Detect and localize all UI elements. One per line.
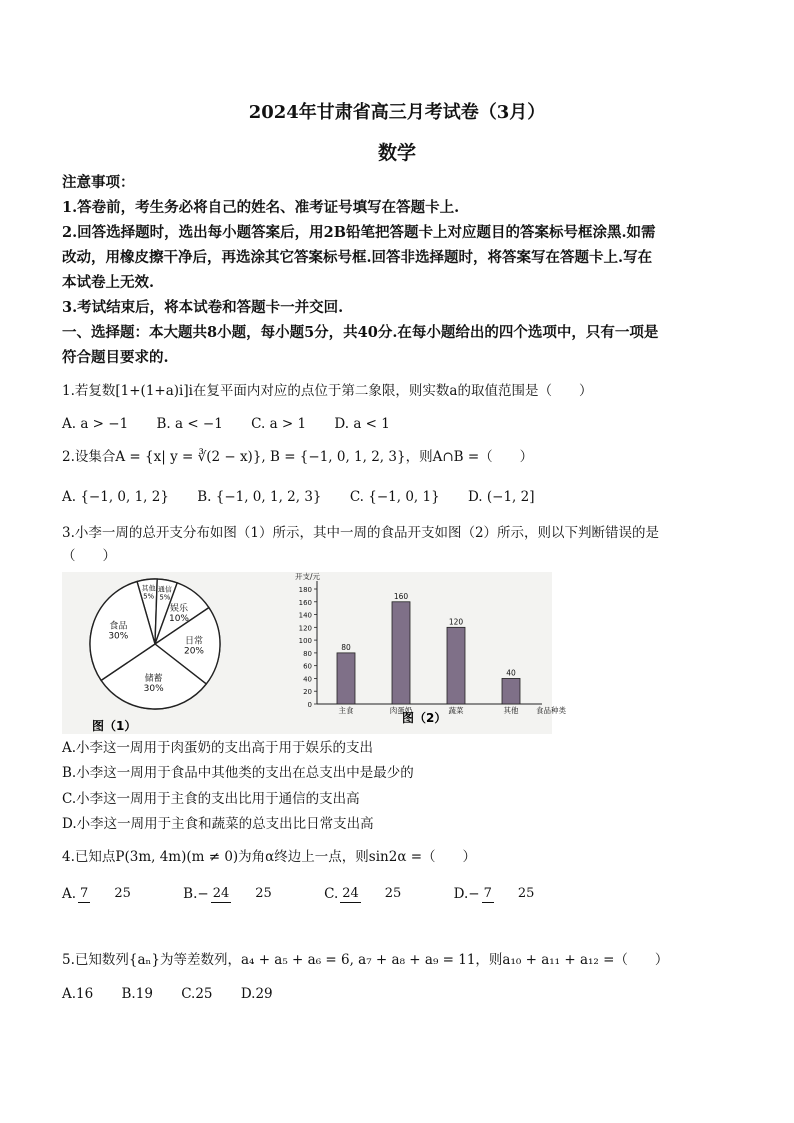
pie-label-通信: 通信 (157, 585, 172, 594)
question-3-option-d: D.小李这一周用于主食和蔬菜的总支出比日常支出高 (62, 816, 374, 832)
bar-value-label: 160 (393, 591, 409, 601)
bar-category-label: 蔬菜 (448, 706, 464, 715)
notice-line-3: 3.考试结束后，将本试卷和答题卡一并交回. (62, 299, 344, 316)
subject-title: 数学 (377, 142, 416, 164)
question-5-stem: 5.已知数列{aₙ}为等差数列，a₄ + a₅ + a₆ = 6, a₇ + a₈ + a₉ = 11，则a₁₀ + a₁₁ + a₁₂ =（ ） (62, 952, 669, 968)
question-4-options (62, 886, 582, 903)
question-1-option-c: C. a > 1 (251, 416, 307, 432)
question-3-stem-1: 3.小李一周的总开支分布如图（1）所示，其中一周的食品开支如图（2）所示，则以下判断错误的是 (62, 525, 660, 541)
question-3-option-b: B.小李这一周用于食品中其他类的支出在总支出中是最少的 (62, 765, 414, 781)
pie-label-其他: 其他 (141, 584, 156, 593)
y-tick-label: 20 (303, 688, 312, 697)
y-tick-label: 160 (298, 598, 312, 607)
question-2-options (62, 489, 559, 505)
notice-line-1: 1.答卷前，考生务必将自己的姓名、准考证号填写在答题卡上. (62, 199, 460, 216)
question-1-option-d: D. a < 1 (334, 416, 390, 432)
option-label: C. (324, 886, 339, 902)
pie-label-娱乐: 10% (168, 614, 189, 625)
question-3-stem-2: （ ） (62, 548, 116, 564)
y-tick-label: 80 (303, 649, 312, 658)
y-tick-label: 60 (303, 662, 312, 671)
option-sign: − (468, 886, 480, 902)
pie-chart (90, 579, 220, 709)
option-numerator: 24 (212, 886, 230, 901)
y-tick-label: 100 (298, 637, 312, 646)
bar-主食 (337, 653, 355, 704)
question-5-option-b: B.19 (121, 986, 153, 1002)
question-5-option-a: A.16 (62, 986, 94, 1002)
bar-category-label: 其他 (503, 706, 519, 715)
pie-label-娱乐: 娱乐 (169, 604, 188, 615)
bar-其他 (502, 678, 520, 704)
question-4-stem: 4.已知点P(3m, 4m)(m ≠ 0)为角α终边上一点，则sin2α =（ ） (62, 849, 477, 865)
notice-line-2c: 本试卷上无效. (62, 274, 155, 291)
option-numerator: 24 (342, 886, 359, 901)
pie-label-储蓄: 储蓄 (144, 673, 163, 684)
question-1-options (62, 416, 414, 432)
option-denominator: 25 (384, 886, 402, 901)
pie-label-储蓄: 30% (143, 683, 164, 694)
y-tick-label: 0 (307, 701, 312, 709)
notice-heading: 注意事项： (62, 174, 135, 191)
option-numerator: 7 (80, 886, 89, 901)
option-denominator: 25 (255, 886, 272, 901)
pie-label-食品: 30% (108, 631, 129, 642)
option-numerator: 7 (483, 886, 492, 901)
question-2-option-b: B. {−1, 0, 1, 2, 3} (197, 489, 322, 505)
pie-label-食品: 食品 (109, 621, 128, 632)
bar-value-label: 80 (341, 642, 351, 652)
question-2-option-d: D. (−1, 2] (467, 489, 535, 505)
x-axis-label: 食品种类 (536, 706, 566, 715)
question-3-option-a: A.小李这一周用于肉蛋奶的支出高于用于娱乐的支出 (62, 740, 374, 756)
question-4-option-b (183, 886, 296, 903)
option-denominator: 25 (114, 886, 131, 901)
bar-category-label: 肉蛋奶 (389, 706, 413, 715)
bar-category-label: 主食 (338, 706, 354, 715)
question-3-option-c: C.小李这一周用于主食的支出比用于通信的支出高 (62, 791, 360, 807)
notice-line-2a: 2.回答选择题时，选出每小题答案后，用2B铅笔把答题卡上对应题目的答案标号框涂黑.如需 (62, 224, 656, 241)
question-4-option-a (62, 886, 155, 903)
y-axis-label: 开支/元 (295, 572, 321, 581)
pie-label-其他: 5% (143, 592, 155, 601)
y-tick-label: 180 (298, 586, 312, 594)
option-label: D. (453, 886, 469, 902)
question-1-option-a: A. a > −1 (62, 416, 129, 432)
pie-label-通信: 5% (159, 593, 171, 602)
bar-chart (295, 571, 566, 715)
y-tick-label: 120 (298, 624, 312, 633)
option-label: B. (183, 886, 198, 902)
notice-line-2b: 改动，用橡皮擦干净后，再选涂其它答案标号框.回答非选择题时，将答案写在答题卡上.写在 (62, 249, 653, 266)
option-denominator: 25 (517, 886, 535, 901)
question-3-figure (62, 572, 566, 734)
pie-label-日常: 20% (183, 646, 204, 657)
question-4-option-c (324, 886, 425, 903)
question-5-options (62, 986, 297, 1002)
question-4-option-d (454, 886, 559, 903)
bar-肉蛋奶 (392, 602, 410, 704)
section-heading-1: 一、选择题：本大题共8小题，每小题5分，共40分.在每小题给出的四个选项中，只有一项是 (62, 324, 659, 341)
question-1-option-b: B. a < −1 (156, 416, 223, 432)
pie-label-日常: 日常 (184, 636, 203, 647)
bar-caption: 图（2） (402, 711, 447, 725)
y-tick-label: 40 (303, 675, 312, 684)
section-heading-2: 符合题目要求的. (62, 349, 169, 366)
question-5-option-c: C.25 (181, 986, 213, 1002)
question-5-option-d: D.29 (240, 986, 273, 1002)
question-2-stem: 2.设集合A = {x| y = ∛(2 − x)}, B = {−1, 0, 1, 2, 3}，则A∩B =（ ） (62, 449, 534, 465)
question-3-charts (62, 572, 566, 734)
exam-title: 2024年甘肃省高三月考试卷（3月） (248, 102, 546, 123)
pie-caption: 图（1） (92, 719, 137, 733)
bar-value-label: 120 (448, 617, 464, 627)
option-sign: − (197, 886, 209, 902)
question-2-option-c: C. {−1, 0, 1} (349, 489, 440, 505)
question-2-option-a: A. {−1, 0, 1, 2} (62, 489, 169, 505)
y-tick-label: 140 (298, 611, 312, 620)
question-1-stem: 1.若复数[1+(1+a)i]i在复平面内对应的点位于第二象限，则实数a的取值范围是（ ） (62, 383, 593, 399)
bar-value-label: 40 (506, 668, 516, 678)
option-label: A. (62, 886, 77, 902)
bar-蔬菜 (447, 627, 465, 704)
